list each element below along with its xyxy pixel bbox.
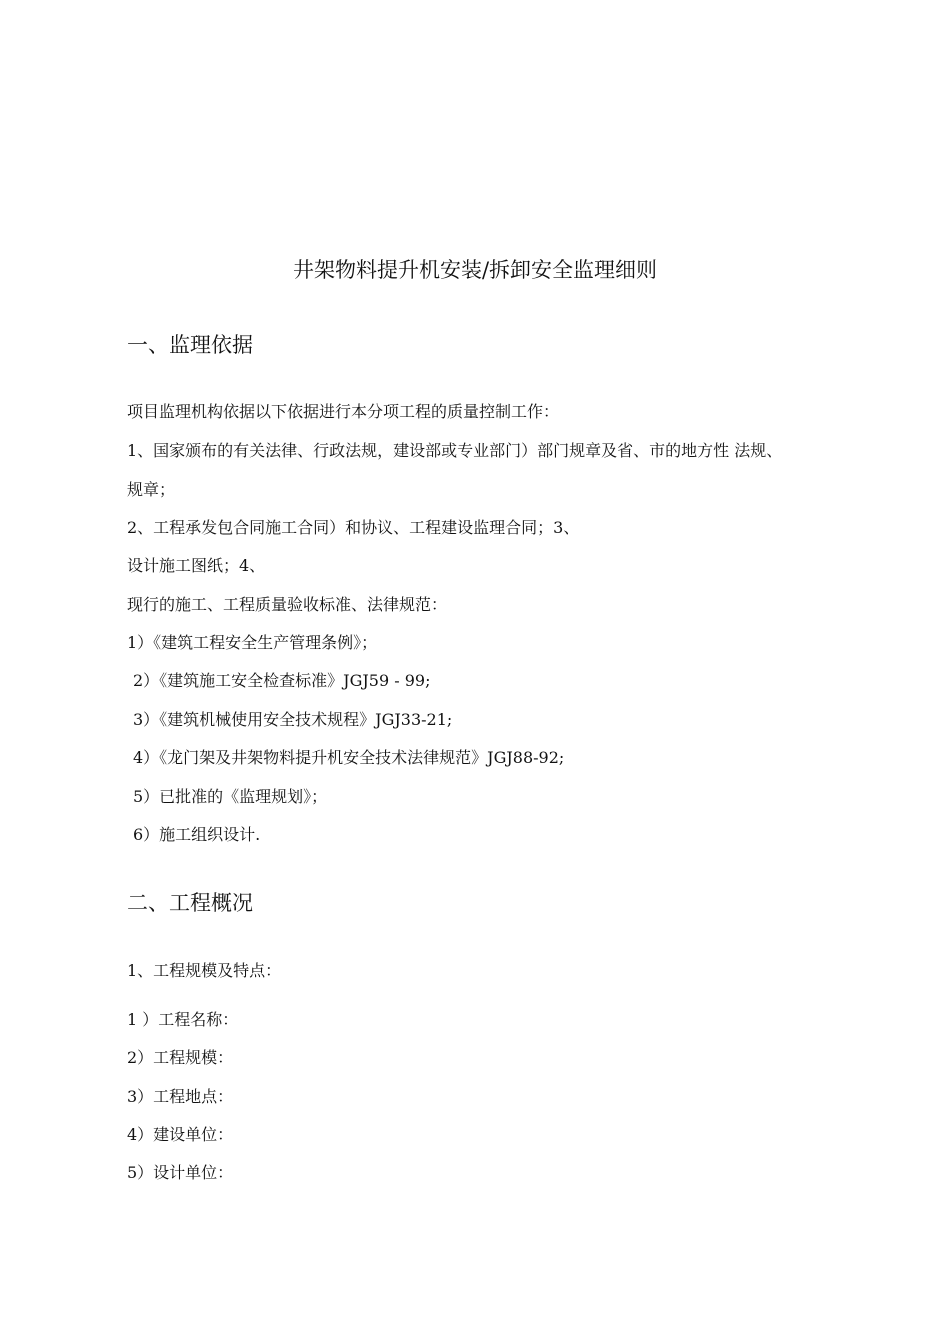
basis-item-3: 设计施工图纸；4、 [127,556,266,575]
standard-item: 1）《建筑工程安全生产管理条例》； [127,633,378,652]
section-heading-overview: 二、工程概况 [127,891,253,915]
standard-item: 4）《龙门架及井架物料提升机安全技术法律规范》JGJ88-92; [133,748,565,767]
overview-subheading: 1、工程规模及特点： [127,961,282,980]
basis-item-1-cont: 规章； [127,480,176,499]
basis-item-1: 1、国家颁布的有关法律、行政法规，建设部或专业部门）部门规章及省、市的地方性 法规、 [127,441,783,460]
document-title: 井架物料提升机安装/拆卸安全监理细则 [292,258,658,282]
overview-item: 2）工程规模： [127,1048,234,1067]
basis-item-4: 现行的施工、工程质量验收标准、法律规范： [127,595,448,614]
overview-item: 4）建设单位： [127,1125,234,1144]
overview-item: 3）工程地点： [127,1087,234,1106]
basis-intro: 项目监理机构依据以下依据进行本分项工程的质量控制工作： [127,402,560,421]
overview-item: 1 ）工程名称： [127,1010,239,1029]
basis-item-2: 2、工程承发包合同施工合同）和协议、工程建设监理合同；3、 [127,518,580,537]
standard-item: 3）《建筑机械使用安全技术规程》JGJ33-21; [133,710,453,729]
standard-item: 5）已批准的《监理规划》； [133,787,328,806]
standard-item: 6）施工组织设计. [133,825,261,844]
standard-item: 2）《建筑施工安全检查标准》JGJ59 - 99; [133,671,431,690]
overview-item: 5）设计单位： [127,1163,234,1182]
section-heading-basis: 一、监理依据 [127,333,253,357]
